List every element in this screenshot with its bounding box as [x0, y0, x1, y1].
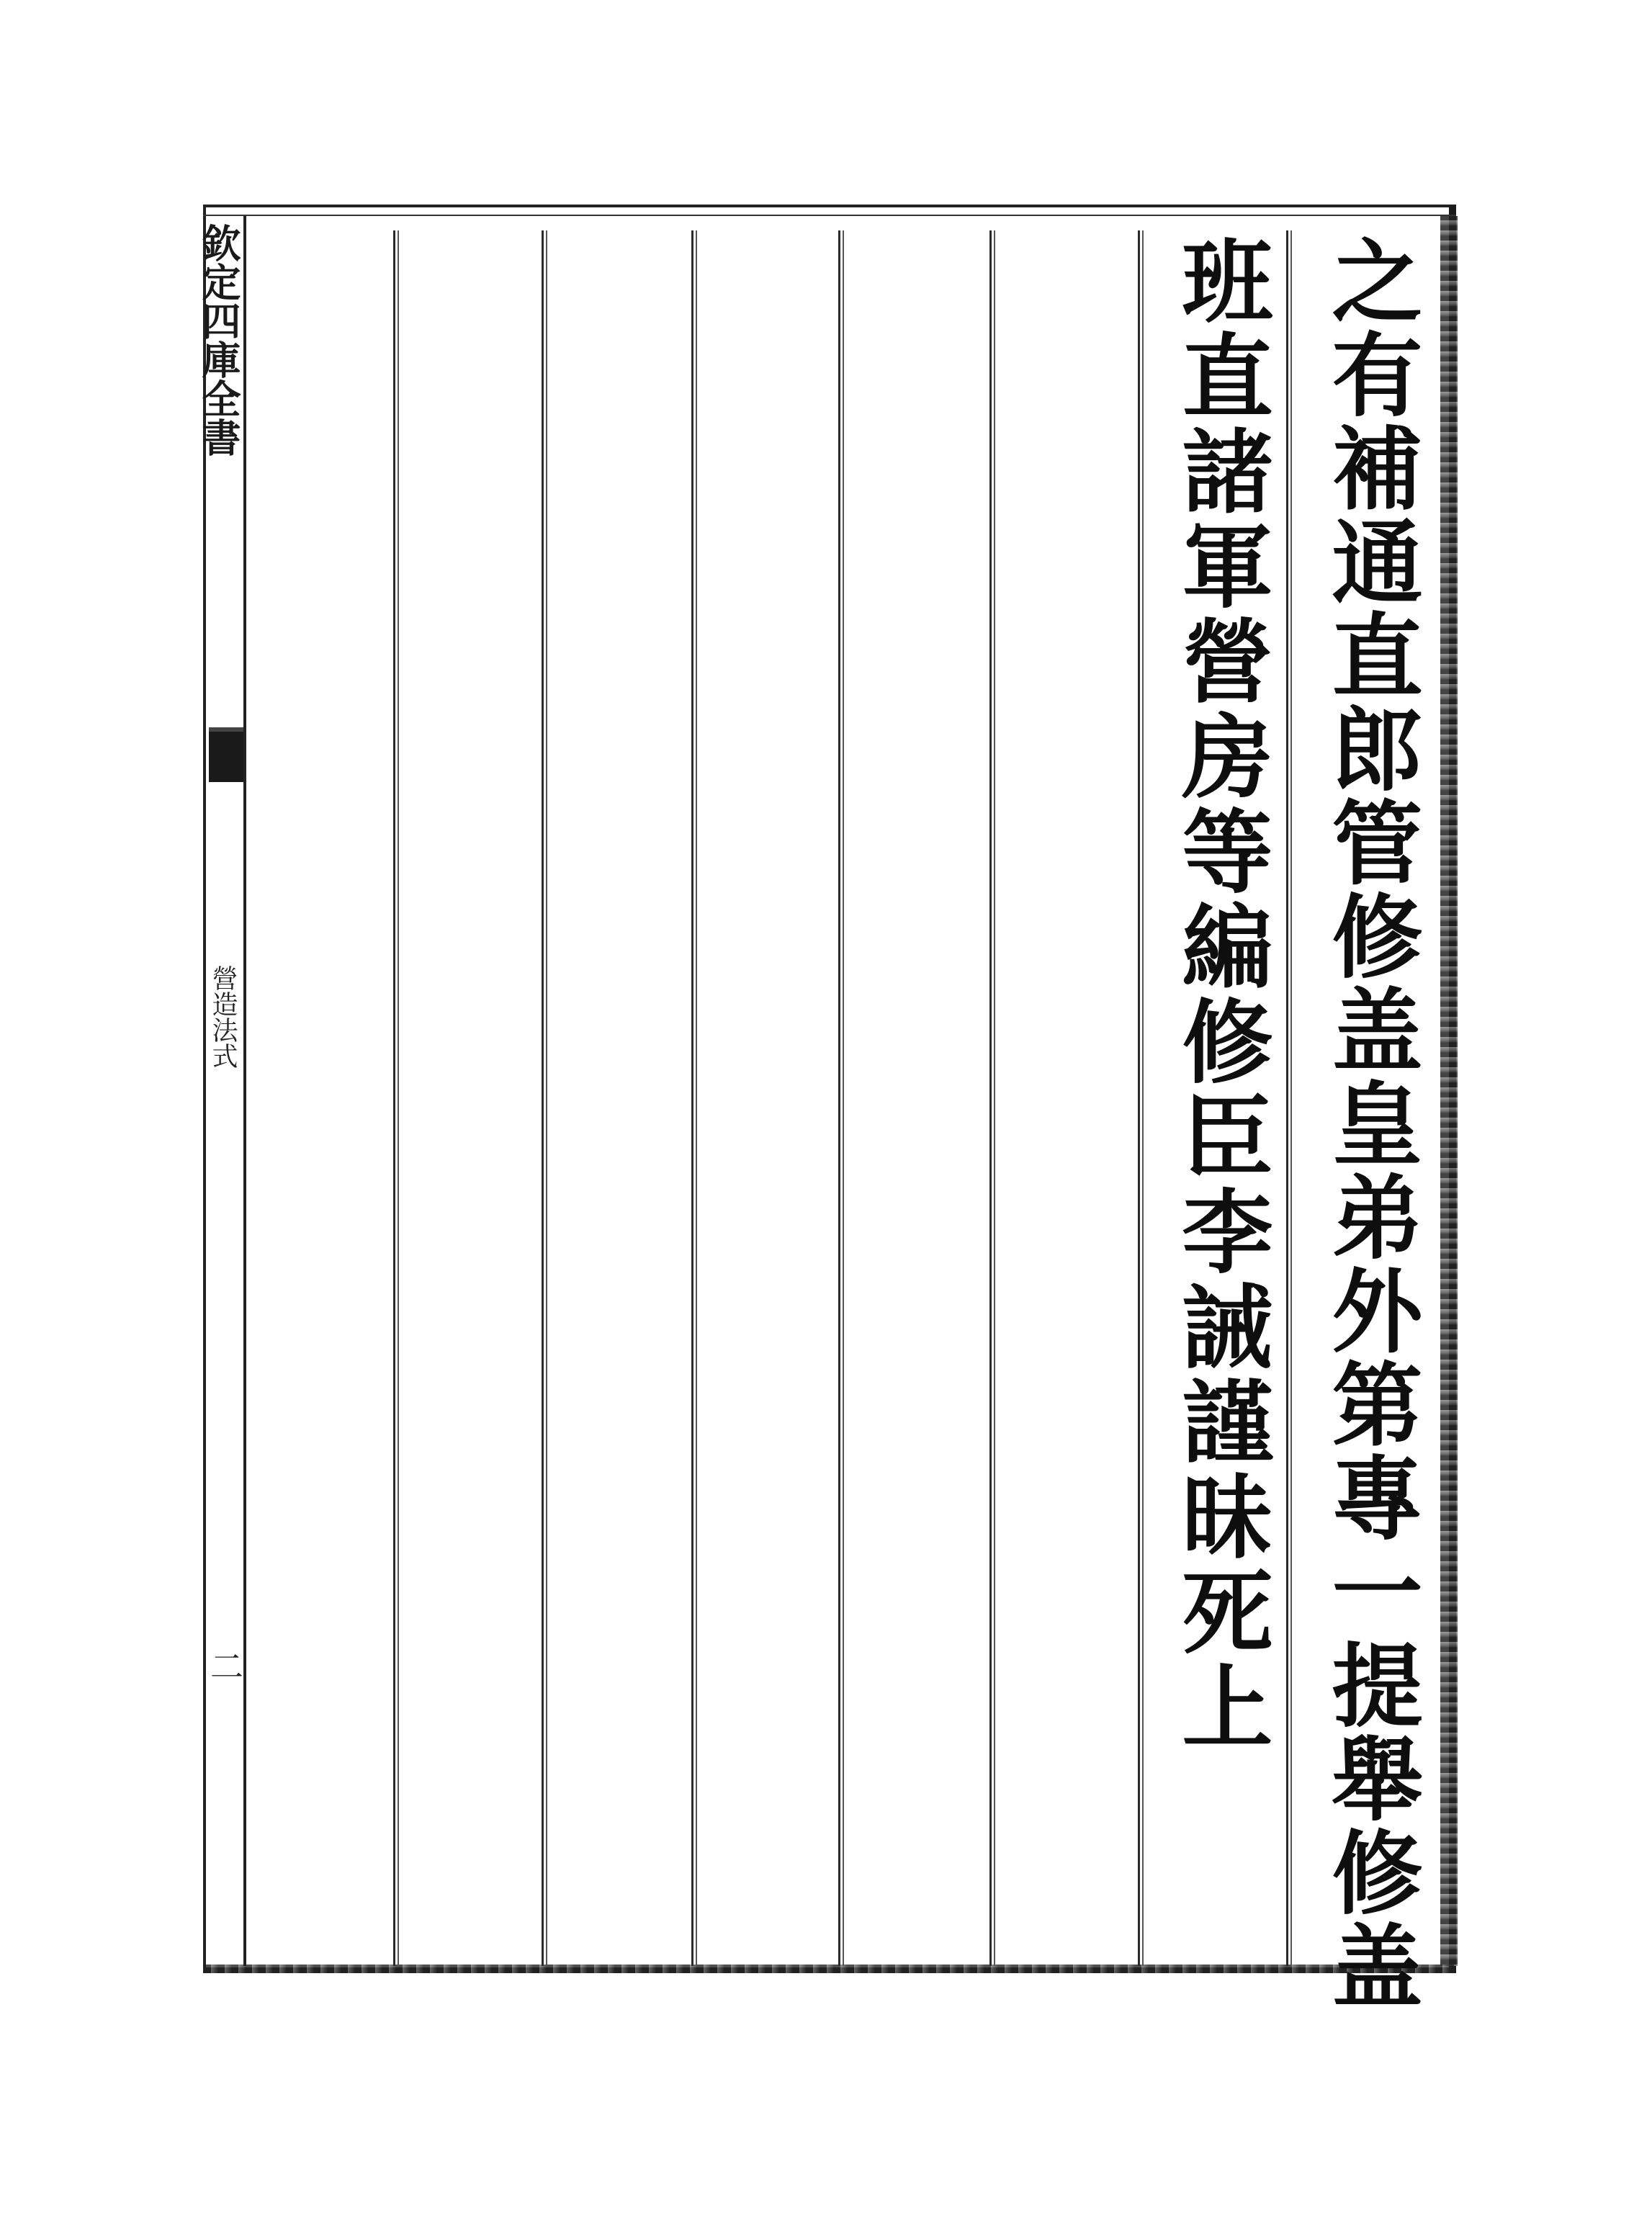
book-title: 欽定四庫全書: [196, 223, 242, 457]
frame-right-border: [1440, 216, 1458, 1966]
page-number: 二: [205, 1649, 244, 1682]
frame-top-rule: [203, 215, 1456, 216]
column-rule: [843, 230, 844, 1966]
column-rule: [691, 230, 693, 1966]
section-name: 營造法式: [208, 965, 238, 1069]
column-rule: [989, 230, 992, 1966]
text-column-2: 班直諸軍營房等編修臣李誡謹昧死上: [1167, 234, 1274, 1755]
column-rule: [542, 230, 544, 1966]
fishtail-mark: [209, 727, 243, 782]
column-rule: [393, 230, 395, 1966]
column-rule: [546, 230, 547, 1966]
text-column-1: 之有補通直郎管修盖皇弟外第專一提舉修盖: [1317, 234, 1424, 2013]
column-rule: [1138, 230, 1140, 1966]
column-rule: [1290, 230, 1292, 1966]
column-rule: [1142, 230, 1144, 1966]
column-rule: [398, 230, 399, 1966]
frame-bottom-border: [205, 1965, 1454, 1973]
column-rule: [696, 230, 697, 1966]
margin-column: [196, 216, 246, 1966]
column-rule: [994, 230, 995, 1966]
column-rule: [838, 230, 840, 1966]
